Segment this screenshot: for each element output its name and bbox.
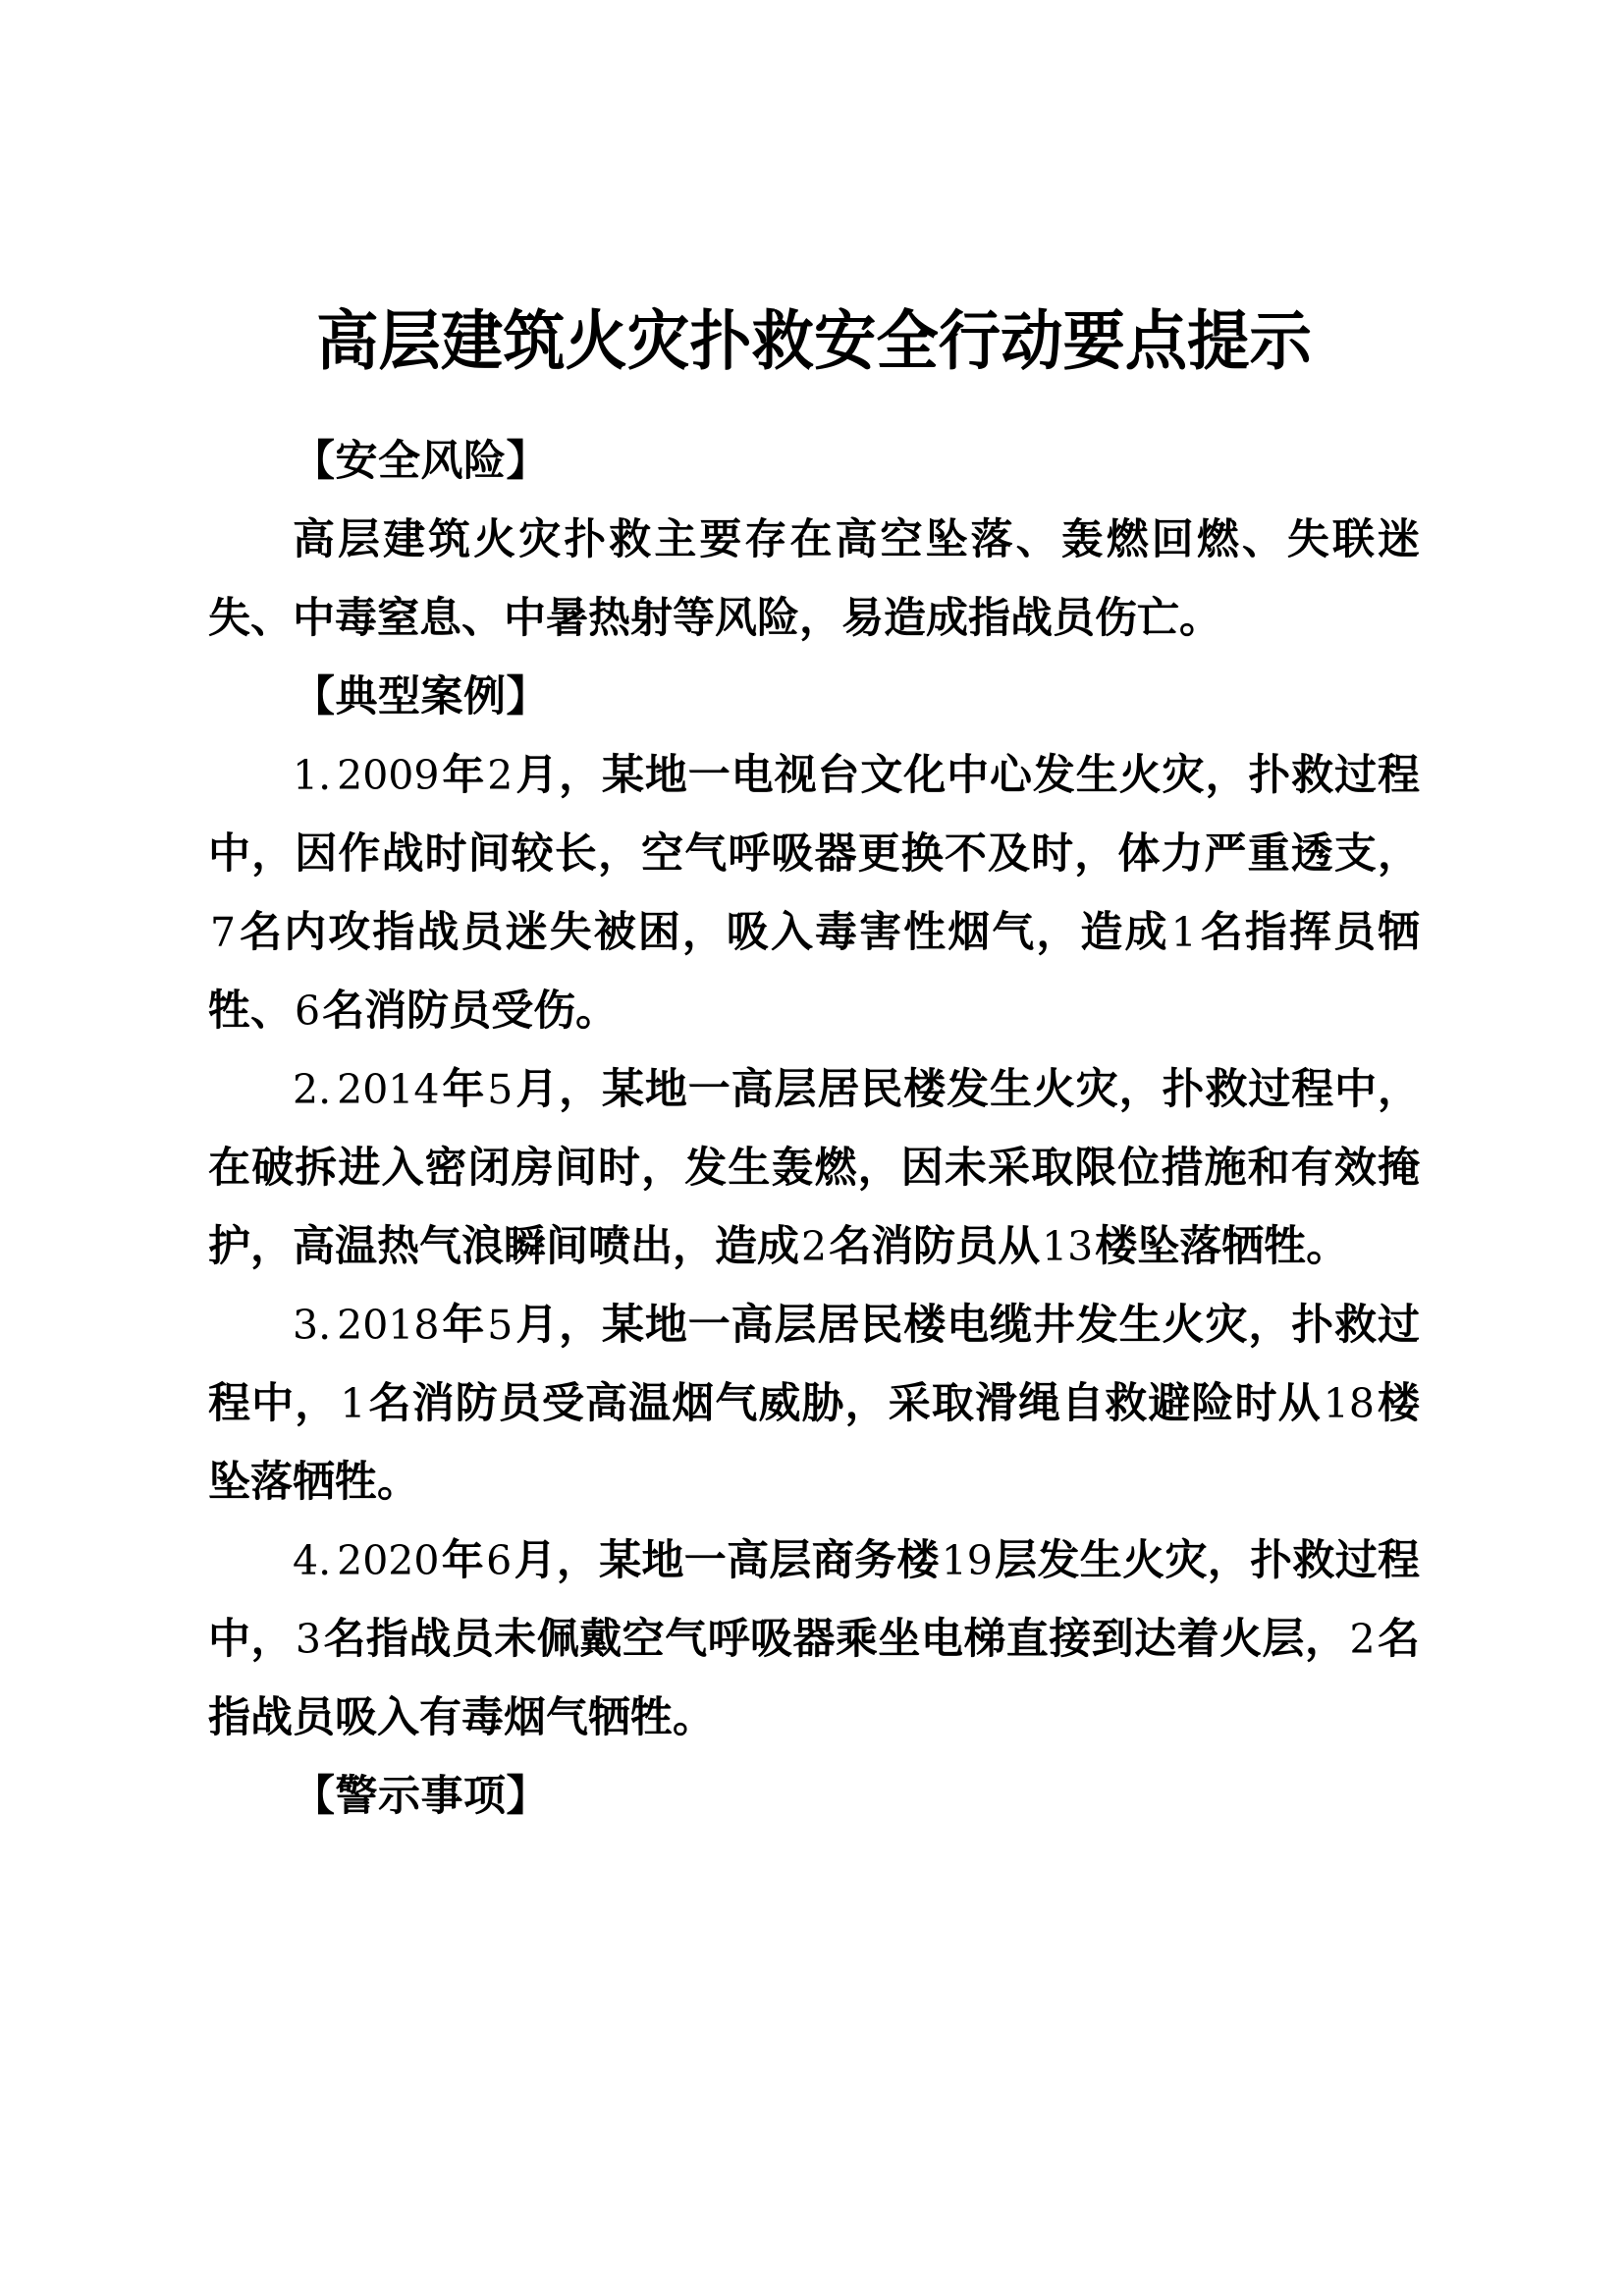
case-count: 1 [340,1380,366,1427]
case-count: 2 [1349,1616,1376,1663]
case-count: 7 [210,909,237,956]
case-month: 5 [487,1066,514,1113]
section-heading-safety-risk: 【安全风险】 [293,437,549,486]
paragraph-safety-risk: 高层建筑火灾扑救主要存在高空坠落、轰燃回燃、失联迷失、中毒窒息、中暑热射等风险，易造成指战员伤亡。 [208,515,1420,643]
case-year: 2020 [337,1537,440,1584]
case-count: 6 [295,988,321,1035]
case-text: 层发生火灾，扑救过程中， [208,1536,1421,1664]
case-month: 5 [487,1302,514,1349]
case-text: 楼坠落牺牲。 [208,1379,1421,1507]
case-marker: 2. [293,1066,332,1113]
case-year: 2014 [337,1066,440,1113]
case-month: 6 [486,1537,513,1584]
case-text: 年 [441,1065,486,1114]
case-item-2 [208,1050,1420,1286]
case-text: 名内攻指战员迷失被困，吸入毒害性烟气，造成 [238,908,1169,957]
page-title: 高层建筑火灾扑救安全行动要点提示 [316,303,1312,379]
case-text: 月，某地一高层居民楼电缆井发生火灾，扑救过程中， [208,1301,1421,1428]
case-month: 2 [487,752,514,799]
case-text: 名消防员从 [829,1222,1041,1271]
case-text: 名消防员受伤。 [322,987,619,1036]
case-text: 年 [441,1536,485,1585]
case-text: 年 [441,1301,486,1350]
case-floor: 13 [1042,1223,1094,1270]
case-text: 名指挥员牺牲、 [208,908,1421,1036]
case-text: 月，某地一高层商务楼 [514,1536,940,1585]
case-text: 楼坠落牺牲。 [1095,1222,1349,1271]
case-marker: 3. [293,1302,332,1349]
case-marker: 1. [293,752,332,799]
case-item-3 [208,1286,1420,1522]
case-marker: 4. [293,1537,332,1584]
case-text: 名指战员未佩戴空气呼吸器乘坐电梯直接到达着火层， [323,1615,1348,1664]
case-floor: 18 [1323,1380,1375,1427]
case-text: 名指战员吸入有毒烟气牺牲。 [208,1615,1421,1742]
section-heading-typical-cases: 【典型案例】 [293,672,549,721]
document-body [208,294,1420,1836]
case-year: 2009 [337,752,440,799]
case-text: 名消防员受高温烟气威胁，采取滑绳自救避险时从 [367,1379,1322,1428]
case-text: 月，某地一电视台文化中心发生火灾，扑救过程中，因作战时间较长，空气呼吸器更换不及时，体力严重透支， [208,751,1421,879]
case-count: 1 [1170,909,1197,956]
case-text: 月，某地一高层居民楼发生火灾，扑救过程中，在破拆进入密闭房间时，发生轰燃，因未采取限位措施和有效掩护，高温热气浪瞬间喷出，造成 [208,1065,1421,1271]
section-heading-warnings: 【警示事项】 [293,1772,549,1821]
case-count: 3 [295,1616,322,1663]
case-year: 2018 [337,1302,440,1349]
case-text: 年 [441,751,486,800]
case-floor: 19 [941,1537,993,1584]
case-item-1 [208,736,1420,1050]
case-item-4 [208,1522,1420,1757]
case-count: 2 [801,1223,828,1270]
